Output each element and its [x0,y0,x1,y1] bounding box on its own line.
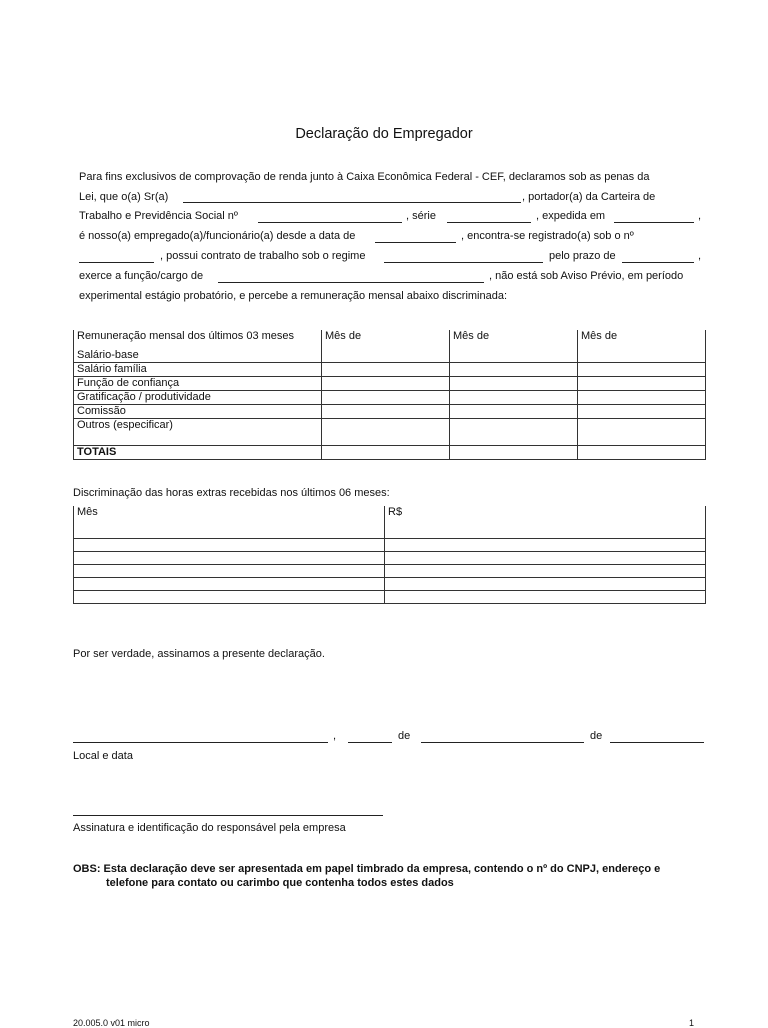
local-data-label: Local e data [73,750,133,762]
local-field[interactable] [73,742,328,743]
horas-extras-table [73,506,706,604]
expedida-label: , expedida em [536,210,606,222]
table-cell[interactable] [578,419,706,446]
comma-1: , [698,210,702,222]
row-label-funcao-confianca: Função de confiança [74,377,322,391]
aviso-label: , não está sob Aviso Prévio, em período [489,270,684,282]
table-cell[interactable] [578,377,706,391]
remuneracao-table [73,330,706,460]
table-cell[interactable] [322,405,450,419]
table-cell[interactable] [578,446,706,460]
remuneracao-header-cell [74,330,322,363]
month-header-2[interactable]: Mês de [450,330,578,363]
row-label-outros: Outros (especificar) [74,419,322,446]
table-cell[interactable] [74,538,385,551]
intro-line-4-label: é nosso(a) empregado(a)/funcionário(a) desde a data de [79,230,356,242]
table-cell[interactable] [322,377,450,391]
row-label-salario-base: Salário-base [77,349,139,361]
signature-label: Assinatura e identificação do responsável pela empresa [73,822,346,834]
table-cell[interactable] [385,590,706,603]
table-cell[interactable] [450,391,578,405]
month-header-3[interactable]: Mês de [578,330,706,363]
employee-name-field[interactable] [183,202,521,203]
table-cell[interactable] [450,419,578,446]
intro-line-1: Para fins exclusivos de comprovação de renda junto à Caixa Econômica Federal - CEF, declaramos sob as penas da [79,171,650,183]
signature-field[interactable] [73,815,383,816]
verdade-statement: Por ser verdade, assinamos a presente declaração. [73,648,325,660]
registro-number-field[interactable] [79,262,154,263]
day-field[interactable] [348,742,392,743]
table-cell[interactable] [578,391,706,405]
intro-line-2-end: , portador(a) da Carteira de [522,191,656,203]
row-label-totais: TOTAIS [74,446,322,460]
year-field[interactable] [610,742,704,743]
month-field[interactable] [421,742,584,743]
horas-extras-label: Discriminação das horas extras recebidas nos últimos 06 meses: [73,487,390,499]
funcao-field[interactable] [218,282,484,283]
table-cell[interactable] [578,405,706,419]
table-cell[interactable] [450,405,578,419]
obs-line-2: telefone para contato ou carimbo que contenha todos estes dados [106,877,454,889]
de-label-1: de [398,730,411,742]
col-header-valor: R$ [385,506,706,538]
table-cell[interactable] [322,446,450,460]
intro-line-2-label: Lei, que o(a) Sr(a) [79,191,169,203]
serie-field[interactable] [447,222,531,223]
row-label-salario-familia: Salário família [74,363,322,377]
table-cell[interactable] [385,538,706,551]
table-cell[interactable] [322,391,450,405]
intro-line-3-label: Trabalho e Previdência Social nº [79,210,238,222]
page-title: Declaração do Empregador [295,126,473,142]
table-cell[interactable] [578,363,706,377]
intro-line-6-label: exerce a função/cargo de [79,270,204,282]
serie-label: , série [406,210,436,222]
table-cell[interactable] [385,577,706,590]
comma-2: , [698,250,702,262]
month-header-1[interactable]: Mês de [322,330,450,363]
table-cell[interactable] [74,564,385,577]
table-cell[interactable] [74,551,385,564]
prazo-label: pelo prazo de [549,250,616,262]
table-cell[interactable] [74,590,385,603]
prazo-field[interactable] [622,262,694,263]
table-cell[interactable] [74,577,385,590]
de-label-2: de [590,730,603,742]
table-cell[interactable] [385,564,706,577]
form-code: 20.005.0 v01 micro [73,1018,150,1028]
table-cell[interactable] [385,551,706,564]
row-label-gratificacao: Gratificação / produtividade [74,391,322,405]
expedida-date-field[interactable] [614,222,694,223]
admission-date-field[interactable] [375,242,456,243]
obs-line-1: OBS: Esta declaração deve ser apresentada em papel timbrado da empresa, contendo o nº do CNPJ, endereço e [73,863,661,875]
ctps-number-field[interactable] [258,222,402,223]
registro-label: , encontra-se registrado(a) sob o nº [461,230,634,242]
table-cell[interactable] [322,419,450,446]
local-comma: , [333,730,337,742]
page-number: 1 [689,1018,695,1028]
table-cell[interactable] [450,377,578,391]
regime-field[interactable] [384,262,543,263]
row-label-comissao: Comissão [74,405,322,419]
regime-label: , possui contrato de trabalho sob o regime [160,250,366,262]
table-cell[interactable] [322,363,450,377]
remuneracao-header: Remuneração mensal dos últimos 03 meses [77,330,295,342]
intro-line-7: experimental estágio probatório, e percebe a remuneração mensal abaixo discriminada: [79,290,508,302]
table-cell[interactable] [450,363,578,377]
table-cell[interactable] [450,446,578,460]
col-header-mes: Mês [74,506,385,538]
